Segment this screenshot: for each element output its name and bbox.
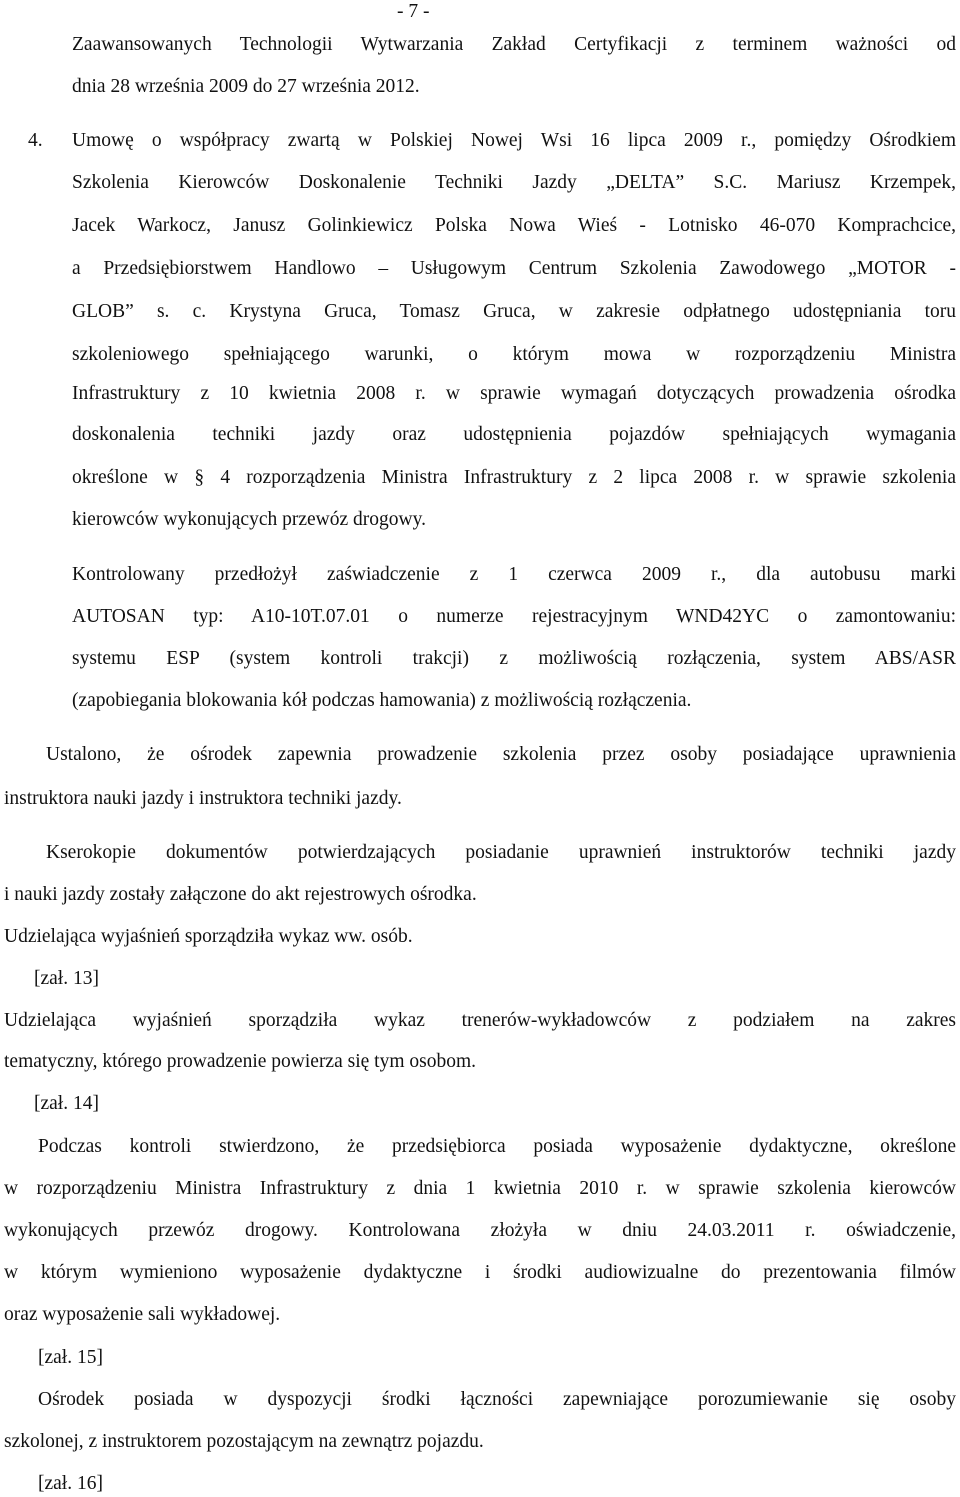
text-line: wykonujących przewóz drogowy. Kontrolowana złożyła w dniu 24.03.2011 r. oświadczenie, [4, 1220, 956, 1241]
text-line: w którym wymieniono wyposażenie dydaktyczne i środki audiowizualne do prezentowania filmów [4, 1262, 956, 1283]
list-number: 4. [28, 130, 43, 151]
page-number: - 7 - [397, 1, 430, 22]
text-line: Udzielająca wyjaśnień sporządziła wykaz trenerów-wykładowców z podziałem na zakres [4, 1010, 956, 1031]
text-line: GLOB” s. c. Krystyna Gruca, Tomasz Gruca, w zakresie odpłatnego udostępniania toru [72, 301, 956, 322]
text-line: dnia 28 września 2009 do 27 września 2012. [72, 76, 420, 97]
attachment-reference: [zał. 16] [38, 1473, 103, 1494]
text-line: Umowę o współpracy zwartą w Polskiej Nowej Wsi 16 lipca 2009 r., pomiędzy Ośrodkiem [72, 130, 956, 151]
text-line: Kserokopie dokumentów potwierdzających posiadanie uprawnień instruktorów techniki jazdy [46, 842, 956, 863]
text-line: Udzielająca wyjaśnień sporządziła wykaz ww. osób. [4, 926, 413, 947]
text-line: tematyczny, którego prowadzenie powierza się tym osobom. [4, 1051, 476, 1072]
attachment-reference: [zał. 14] [34, 1093, 99, 1114]
text-line: oraz wyposażenie sali wykładowej. [4, 1304, 281, 1325]
text-line: Ustalono, że ośrodek zapewnia prowadzenie szkolenia przez osoby posiadające uprawnienia [46, 744, 956, 765]
text-line: określone w § 4 rozporządzenia Ministra Infrastruktury z 2 lipca 2008 r. w sprawie szkolenia [72, 467, 956, 488]
text-line: AUTOSAN typ: A10-10T.07.01 o numerze rejestracyjnym WND42YC o zamontowaniu: [72, 606, 956, 627]
text-line: systemu ESP (system kontroli trakcji) z możliwością rozłączenia, system ABS/ASR [72, 648, 956, 669]
text-line: Podczas kontroli stwierdzono, że przedsiębiorca posiada wyposażenie dydaktyczne, określone [38, 1136, 956, 1157]
attachment-reference: [zał. 13] [34, 968, 99, 989]
text-line: Kontrolowany przedłożył zaświadczenie z 1 czerwca 2009 r., dla autobusu marki [72, 564, 956, 585]
text-line: Zaawansowanych Technologii Wytwarzania Zakład Certyfikacji z terminem ważności od [72, 34, 956, 55]
text-line: Szkolenia Kierowców Doskonalenie Techniki Jazdy „DELTA” S.C. Mariusz Krzempek, [72, 172, 956, 193]
text-line: szkoleniowego spełniającego warunki, o którym mowa w rozporządzeniu Ministra [72, 344, 956, 365]
text-line: Infrastruktury z 10 kwietnia 2008 r. w sprawie wymagań dotyczących prowadzenia ośrodka [72, 383, 956, 404]
text-line: w rozporządzeniu Ministra Infrastruktury z dnia 1 kwietnia 2010 r. w sprawie szkolenia kierowców [4, 1178, 956, 1199]
text-line: a Przedsiębiorstwem Handlowo – Usługowym Centrum Szkolenia Zawodowego „MOTOR - [72, 258, 956, 279]
text-line: Ośrodek posiada w dyspozycji środki łączności zapewniające porozumiewanie się osoby [38, 1389, 956, 1410]
text-line: szkolonej, z instruktorem pozostającym na zewnątrz pojazdu. [4, 1431, 484, 1452]
text-line: Jacek Warkocz, Janusz Golinkiewicz Polska Nowa Wieś - Lotnisko 46-070 Komprachcice, [72, 215, 956, 236]
text-line: kierowców wykonujących przewóz drogowy. [72, 509, 426, 530]
text-line: i nauki jazdy zostały załączone do akt rejestrowych ośrodka. [4, 884, 477, 905]
text-line: doskonalenia techniki jazdy oraz udostępnienia pojazdów spełniających wymagania [72, 424, 956, 445]
text-line: (zapobiegania blokowania kół podczas hamowania) z możliwością rozłączenia. [72, 690, 692, 711]
text-line: instruktora nauki jazdy i instruktora techniki jazdy. [4, 788, 402, 809]
attachment-reference: [zał. 15] [38, 1347, 103, 1368]
